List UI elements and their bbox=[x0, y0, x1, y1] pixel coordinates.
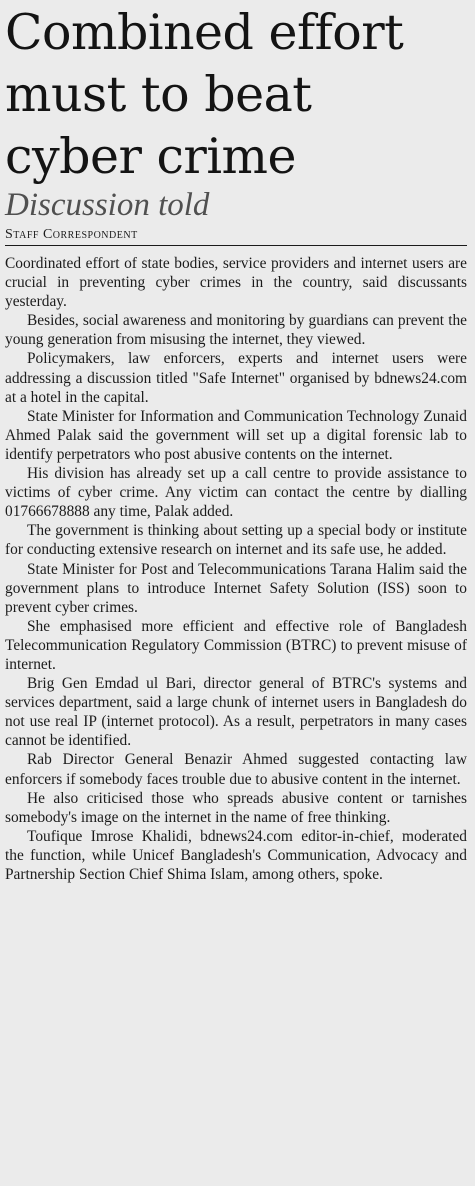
headline-line: Combined effort bbox=[5, 4, 404, 61]
paragraph: Rab Director General Benazir Ahmed suggested contacting law enforcers if somebody faces trouble due to abusive content in the internet. bbox=[5, 751, 467, 788]
paragraph: Coordinated effort of state bodies, service providers and internet users are crucial in preventing cyber crimes in the country, said discussants yesterday. bbox=[5, 255, 467, 311]
headline-line: cyber crime bbox=[5, 128, 296, 185]
byline: Staff Correspondent bbox=[5, 226, 467, 246]
subheadline: Discussion told bbox=[5, 187, 210, 223]
paragraph: Policymakers, law enforcers, experts and internet users were addressing a discussion titled "Safe Internet" organised by bdnews24.com at a hotel in the capital. bbox=[5, 350, 467, 406]
paragraph: She emphasised more efficient and effective role of Bangladesh Telecommunication Regulatory Commission (BTRC) to prevent misuse of internet. bbox=[5, 617, 467, 673]
paragraph: Brig Gen Emdad ul Bari, director general of BTRC's systems and services department, said a large chunk of internet users in Bangladesh do not use real IP (internet protocol). As a result, perpetrators in many cases cannot be identified. bbox=[5, 675, 467, 750]
paragraph: His division has already set up a call centre to provide assistance to victims of cyber crime. Any victim can contact the centre by dialling 01766678888 any time, Palak added. bbox=[5, 465, 467, 521]
paragraph: Besides, social awareness and monitoring by guardians can prevent the young generation from misusing the internet, they viewed. bbox=[5, 312, 467, 349]
headline-line: must to beat bbox=[5, 66, 312, 123]
paragraph: State Minister for Information and Communication Technology Zunaid Ahmed Palak said the government will set up a digital forensic lab to identify perpetrators who post abusive contents on the internet. bbox=[5, 407, 467, 463]
paragraph: The government is thinking about setting up a special body or institute for conducting extensive research on internet and its safe use, he added. bbox=[5, 522, 467, 559]
paragraph: He also criticised those who spreads abusive content or tarnishes somebody's image on the internet in the name of free thinking. bbox=[5, 789, 467, 826]
paragraph: State Minister for Post and Telecommunications Tarana Halim said the government plans to introduce Internet Safety Solution (ISS) soon to prevent cyber crimes. bbox=[5, 560, 467, 616]
headline bbox=[5, 0, 467, 188]
paragraph: Toufique Imrose Khalidi, bdnews24.com editor-in-chief, moderated the function, while Unicef Bangladesh's Communication, Advocacy and Partnership Section Chief Shima Islam, among others, spoke. bbox=[5, 827, 467, 883]
article-body bbox=[5, 254, 467, 884]
